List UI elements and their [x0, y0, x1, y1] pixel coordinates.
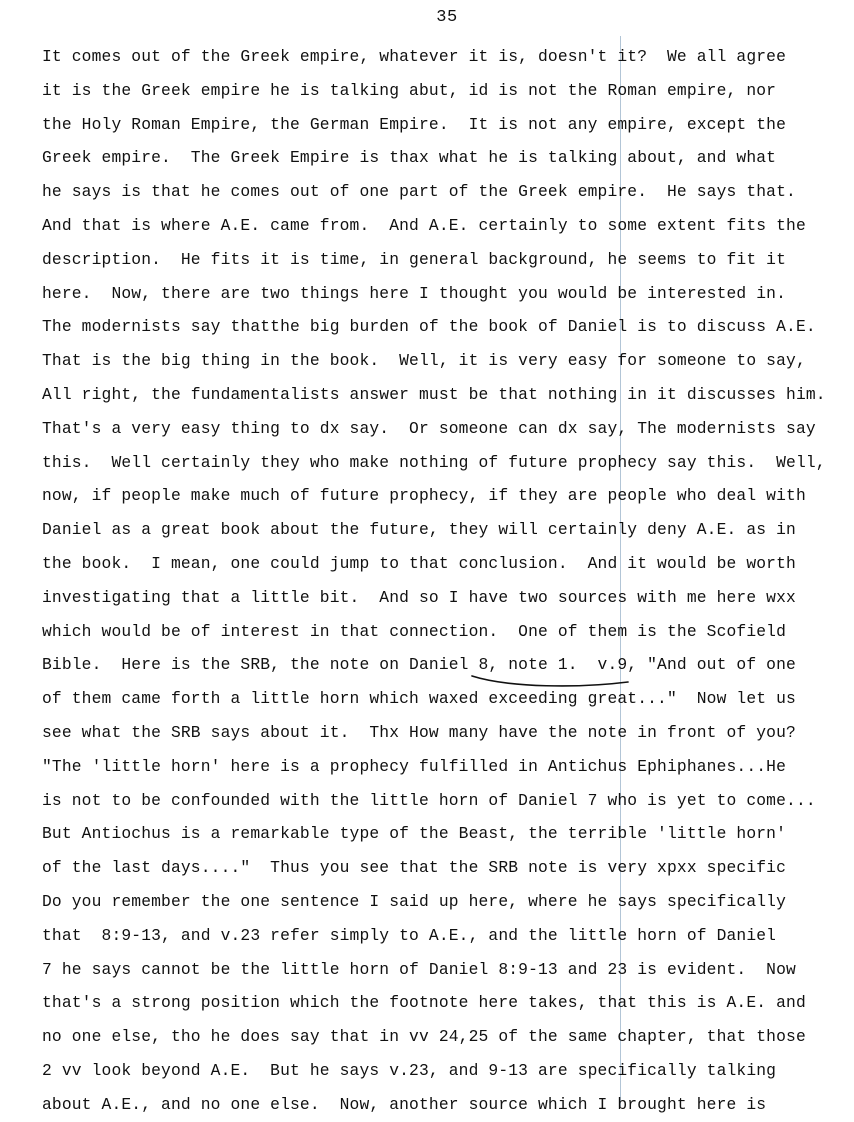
text-line: investigating that a little bit. And so I have two sources with me here wxx	[42, 587, 796, 607]
text-line: the Holy Roman Empire, the German Empire. It is not any empire, except the	[42, 114, 787, 134]
text-line: that 8:9-13, and v.23 refer simply to A.E., and the little horn of Daniel	[42, 925, 777, 945]
text-line: of them came forth a little horn which waxed exceeding great..." Now let us	[42, 689, 796, 709]
text-line: this. Well certainly they who make nothing of future prophecy say this. Well,	[42, 452, 826, 472]
page-number: 35	[436, 8, 458, 27]
text-line: That is the big thing in the book. Well, it is very easy for someone to say,	[42, 351, 806, 371]
text-line: is not to be confounded with the little horn of Daniel 7 who is yet to come...	[42, 790, 816, 810]
text-line: here. Now, there are two things here I thought you would be interested in.	[42, 283, 787, 303]
text-line: of the last days...." Thus you see that the SRB note is very xpxx specific	[42, 858, 787, 878]
text-line: it is the Greek empire he is talking abut, id is not the Roman empire, nor	[42, 80, 777, 100]
text-line: The modernists say thatthe big burden of the book of Daniel is to discuss A.E.	[42, 317, 816, 337]
text-line: about A.E., and no one else. Now, another source which I brought here is	[42, 1094, 767, 1114]
handwritten-underline	[470, 672, 630, 690]
text-line: 7 he says cannot be the little horn of Daniel 8:9-13 and 23 is evident. Now	[42, 959, 796, 979]
text-line: Daniel as a great book about the future, they will certainly deny A.E. as in	[42, 520, 796, 540]
text-line: And that is where A.E. came from. And A.E. certainly to some extent fits the	[42, 215, 806, 235]
text-line: "The 'little horn' here is a prophecy fulfilled in Antichus Ephiphanes...He	[42, 756, 787, 776]
text-line: Do you remember the one sentence I said up here, where he says specifically	[42, 891, 787, 911]
text-line: That's a very easy thing to dx say. Or someone can dx say, The modernists say	[42, 418, 816, 438]
text-line: now, if people make much of future prophecy, if they are people who deal with	[42, 486, 806, 506]
text-line: see what the SRB says about it. Thx How many have the note in front of you?	[42, 722, 796, 742]
text-line: he says is that he comes out of one part of the Greek empire. He says that.	[42, 182, 796, 202]
text-line: Greek empire. The Greek Empire is thax what he is talking about, and what	[42, 148, 777, 168]
text-line: Bible. Here is the SRB, the note on Daniel 8, note 1. v.9, "And out of one	[42, 655, 796, 675]
text-line: no one else, tho he does say that in vv 24,25 of the same chapter, that those	[42, 1027, 806, 1047]
body-text	[42, 40, 854, 1122]
text-line: which would be of interest in that connection. One of them is the Scofield	[42, 621, 787, 641]
text-line: 2 vv look beyond A.E. But he says v.23, and 9-13 are specifically talking	[42, 1060, 777, 1080]
text-line: All right, the fundamentalists answer must be that nothing in it discusses him.	[42, 384, 826, 404]
text-line: that's a strong position which the footnote here takes, that this is A.E. and	[42, 993, 806, 1013]
text-line: the book. I mean, one could jump to that conclusion. And it would be worth	[42, 553, 796, 573]
text-line: description. He fits it is time, in general background, he seems to fit it	[42, 249, 787, 269]
text-line: But Antiochus is a remarkable type of the Beast, the terrible 'little horn'	[42, 824, 787, 844]
text-line: It comes out of the Greek empire, whatever it is, doesn't it? We all agree	[42, 47, 787, 66]
